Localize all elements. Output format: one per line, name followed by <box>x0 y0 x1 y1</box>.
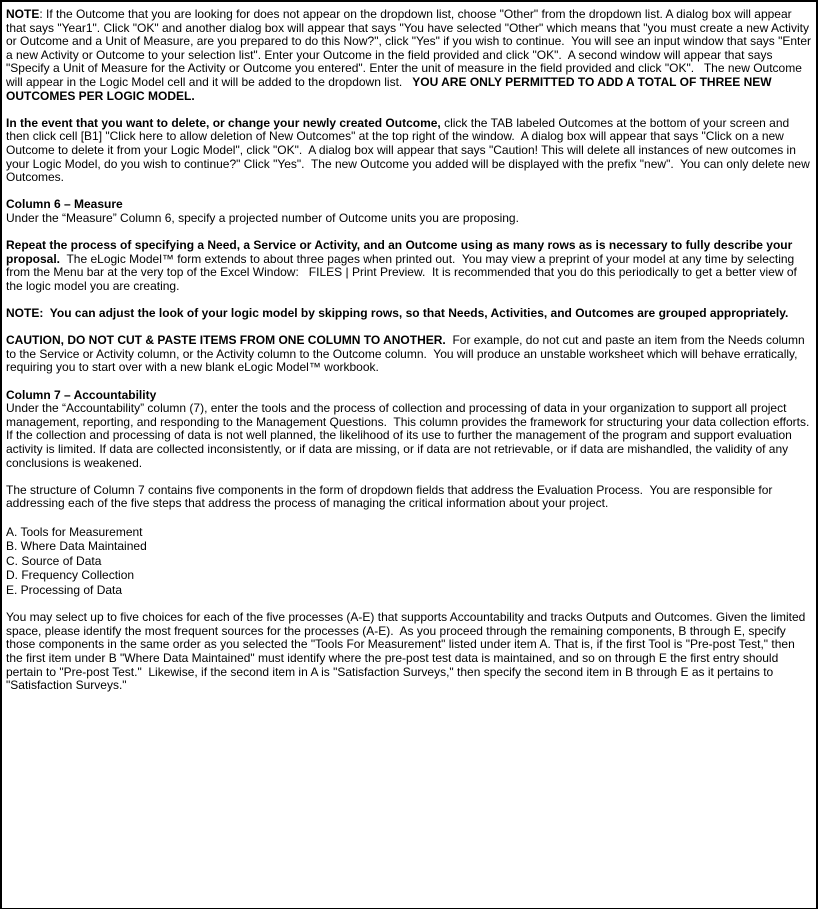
caution-lead: CAUTION, DO NOT CUT & PASTE ITEMS FROM ONE COLUMN TO ANOTHER. <box>6 333 446 348</box>
note-add-outcome-warning: YOU ARE ONLY PERMITTED TO ADD A TOTAL OF THREE NEW OUTCOMES PER LOGIC MODEL. <box>6 74 775 103</box>
paragraph-column-7-structure: The structure of Column 7 contains five components in the form of dropdown fields that address the Evaluation Process. You are responsible for addressing each of the five steps that address the process of managing the critical information about your project. <box>6 482 776 511</box>
paragraph-column-6: Under the “Measure” Column 6, specify a projected number of Outcome units you are proposing. <box>6 210 519 225</box>
paragraph-note-add-outcome <box>6 7 815 103</box>
delete-outcome-lead: In the event that you want to delete, or change your newly created Outcome, <box>6 115 441 130</box>
list-item-where-data-maintained: B. Where Data Maintained <box>6 539 147 554</box>
note-add-outcome-text: : If the Outcome that you are looking for does not appear on the dropdown list, choose "Other" from the dropdown list. A dialog box will appear that says "Year1". Click "OK" and another dialog box will appear that says "You have selected "Other" which means that "you must create a new Activity or Outcome and a Unit of Measure, are you prepared to do this Now?", click "Yes" if you wish to continue. You will see an input window that says "Enter a new Activity or Outcome to your selection list". Enter your Outcome in the field provided and click "OK". A second window will appear that says "Specify a Unit of Measure for the Activity or Outcome you entered". Enter the unit of measure in the field provided and click "OK". The new Outcome will appear in the Logic Model cell and it will be added to the dropdown list. <box>6 7 815 89</box>
list-item-tools-for-measurement: A. Tools for Measurement <box>6 524 143 539</box>
paragraph-column-7: Under the “Accountability” column (7), enter the tools and the process of collection and processing of data in your organization to support all project management, reporting, and responding to the Management Questions. This column provides the framework for structuring your data collection efforts. If the collection and processing of data is not well planned, the likelihood of its use to further the management of the program and support evaluation activity is limited. If data are collected inconsistently, or if data are missing, or if data are not retrievable, or if data are mishandled, the validity of any conclusions is weakened. <box>6 401 813 470</box>
paragraph-delete-outcome <box>6 117 812 185</box>
heading-column-6-measure: Column 6 – Measure <box>6 197 123 212</box>
paragraph-note-skip-rows: NOTE: You can adjust the look of your logic model by skipping rows, so that Needs, Activities, and Outcomes are grouped appropriately. <box>6 306 789 321</box>
list-item-processing-of-data: E. Processing of Data <box>6 582 123 597</box>
heading-column-7-accountability: Column 7 – Accountability <box>6 387 157 402</box>
list-item-frequency-collection: D. Frequency Collection <box>6 568 135 583</box>
repeat-process-lead: Repeat the process of specifying a Need, a Service or Activity, and an Outcome using as many rows as is necessary to fully describe your proposal. <box>6 238 796 266</box>
note-label: NOTE <box>6 7 40 21</box>
delete-outcome-text: click the TAB labeled Outcomes at the bottom of your screen and then click cell [B1] "Click here to allow deletion of New Outcomes" at the top right of the window. A dialog box will appear that says "Click on a new Outcome to delete it from your Logic Model", click "OK". A dialog box will appear that says "Caution! This will delete all instances of new outcomes in your Logic Model, do you wish to continue?" Click "Yes". The new Outcome you added will be displayed with the prefix "new". You can only delete new Outcomes. <box>6 115 814 185</box>
paragraph-five-choices: You may select up to five choices for each of the five processes (A-E) that supports Accountability and tracks Outputs and Outcomes. Given the limited space, please identify the most frequent sources for the processes (A-E). As you proceed through the remaining components, B through E, specify those components in the same order as you selected the "Tools For Measurement" listed under item A. That is, if the first Tool is "Pre-post Test," then the first item under B "Where Data Maintained" must identify where the pre-post test data is maintained, and so on through E the first entry should pertain to "Pre-post Test." Likewise, if the second item in A is "Satisfaction Surveys," then specify the second item in B through E as it pertains to "Satisfaction Surveys." <box>6 610 809 693</box>
repeat-process-text: The eLogic Model™ form extends to about three pages when printed out. You may view a preprint of your model at any time by selecting from the Menu bar at the very top of the Excel Window: FILES | Print Preview. It is recommended that you do this periodically to get a better view of the logic model you are creating. <box>6 251 801 293</box>
caution-text: For example, do not cut and paste an item from the Needs column to the Service or Activity column, or the Activity column to the Outcome column. You will produce an unstable worksheet which will behave erratically, requiring you to start over with a new blank eLogic Model™ workbook. <box>6 333 808 375</box>
paragraph-repeat-process <box>6 239 812 293</box>
list-item-source-of-data: C. Source of Data <box>6 553 102 568</box>
paragraph-caution-cut-paste <box>6 334 812 375</box>
evaluation-components-list <box>6 525 812 598</box>
